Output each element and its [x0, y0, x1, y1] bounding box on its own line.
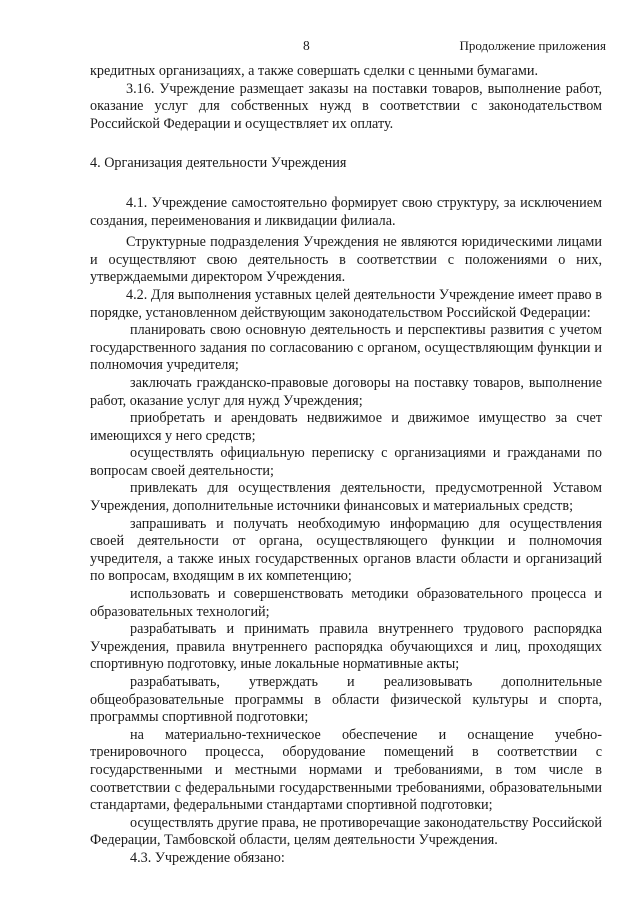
list-item: разрабатывать, утверждать и реализовывать дополнительные общеобразовательные программы в области физической культуры и спорта, программы спортивной подготовки; [90, 674, 602, 726]
section-title: 4. Организация деятельности Учреждения [90, 155, 347, 172]
list-item: планировать свою основную деятельность и перспективы развития с учетом государственного задания по согласованию с органом, осуществляющим функции и полномочия учредителя; [90, 322, 602, 374]
paragraph: 4.2. Для выполнения уставных целей деятельности Учреждение имеет право в порядке, установленном действующим законодательством Российской Федерации: [90, 286, 602, 321]
paragraph: 4.1. Учреждение самостоятельно формирует свою структуру, за исключением создания, переименования и ликвидации филиала. [90, 194, 602, 229]
header-note: Продолжение приложения [459, 38, 606, 53]
list-item: запрашивать и получать необходимую информацию для осуществления своей деятельности от органа, осуществляющего функции и полномочия учредителя, а также иных государственных органов власти области и организаций по вопросам, входящим в их компетенцию; [90, 515, 602, 585]
list-item: осуществлять официальную переписку с организациями и гражданами по вопросам своей деятельности; [90, 445, 602, 479]
document-body [90, 63, 602, 868]
list-item: привлекать для осуществления деятельности, предусмотренной Уставом Учреждения, дополнительные источники финансовых и материальных средств; [90, 480, 602, 515]
paragraph: 3.16. Учреждение размещает заказы на поставки товаров, выполнение работ, оказание услуг для собственных нужд в соответствии с законодательством Российской Федерации и осуществляет их оплату. [90, 80, 602, 132]
paragraph: кредитных организациях, а также совершать сделки с ценными бумагами. [90, 63, 538, 79]
list-item: использовать и совершенствовать методики образовательного процесса и образовательных технологий; [90, 586, 602, 620]
list-item: заключать гражданско-правовые договоры на поставку товаров, выполнение работ, оказание услуг для нужд Учреждения; [90, 374, 602, 409]
list-item: разрабатывать и принимать правила внутреннего трудового распорядка Учреждения, правила внутреннего распорядка обучающихся и лиц, проходящих спортивную подготовку, иные локальные нормативные акты; [90, 621, 602, 673]
list-item: осуществлять другие права, не противоречащие законодательству Российской Федерации, Тамбовской области, целям деятельности Учреждения. [90, 814, 602, 849]
paragraph: 4.3. Учреждение обязано: [130, 849, 285, 866]
list-item: на материально-техническое обеспечение и оснащение учебно-тренировочного процесса, оборудование помещений в соответствии с государственными и местными нормами и требованиями, в том числе в соответствии с федеральными государственными требованиями, образовательными стандартами, федеральными стандартами спортивной подготовки; [90, 726, 602, 814]
paragraph: Структурные подразделения Учреждения не являются юридическими лицами и осуществляют свою деятельность в соответствии с положениями о них, утверждаемыми директором Учреждения. [90, 234, 602, 286]
page-number: 8 [303, 38, 310, 53]
list-item: приобретать и арендовать недвижимое и движимое имущество за счет имеющихся у него средств; [90, 410, 602, 444]
